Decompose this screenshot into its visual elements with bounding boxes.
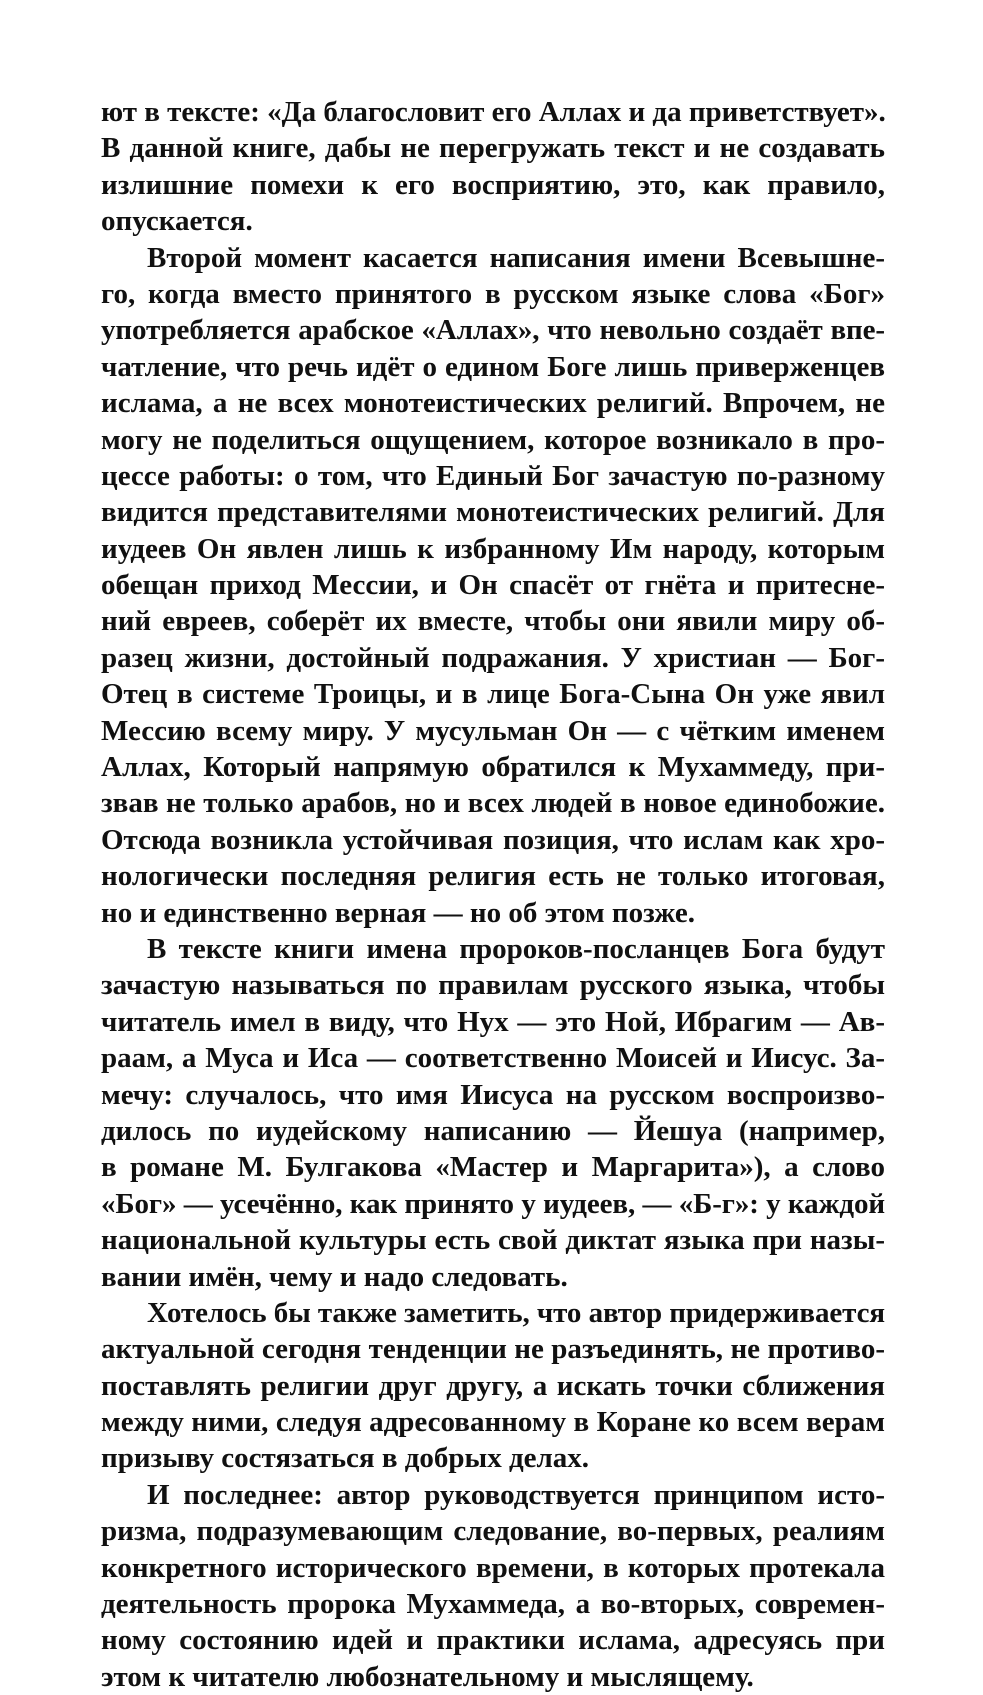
text-line: читатель имел в виду, что Нух — это Ной, Ибрагим — Ав- [101,1005,885,1038]
text-line: опускается. [101,205,253,238]
text-line: в романе М. Булгакова «Мастер и Маргарита»), а слово [101,1151,885,1184]
text-line: Мессию всему миру. У мусульман Он — с чётким именем [101,714,885,747]
text-line: этом к читателю любознательному и мыслящему. [101,1660,754,1693]
text-line: ют в тексте: «Да благословит его Аллах и да приветствует». [101,96,886,128]
paragraph-2 [101,240,885,931]
text-line: ний евреев, соберёт их вместе, чтобы они явили миру об- [101,605,885,638]
text-line: В тексте книги имена пророков-посланцев Бога будут [147,932,885,965]
paragraph-3 [101,931,885,1295]
text-line: звав не только арабов, но и всех людей в новое единобожие. [101,787,885,820]
text-line: Второй момент касается написания имени Всевышне- [147,241,885,274]
text-line: цессе работы: о том, что Единый Бог зачастую по-разному [101,459,885,492]
text-line: употребляется арабское «Аллах», что невольно создаёт впе- [101,314,885,347]
text-line: актуальной сегодня тенденции не разъединять, не противо- [101,1333,885,1366]
text-line: видится представителями монотеистических религий. Для [101,496,885,529]
text-line: конкретного исторического времени, в которых протекала [101,1551,885,1584]
text-line: В данной книге, дабы не перегружать текст и не создавать [101,132,885,165]
text-line: поставлять религии друг другу, а искать точки сближения [101,1369,885,1402]
text-line: излишние помехи к его восприятию, это, как правило, [101,168,885,201]
body-text [101,94,885,1695]
text-line: могу не поделиться ощущением, которое возникало в про- [101,423,885,456]
text-line: между ними, следуя адресованному в Коране ко всем верам [101,1406,885,1439]
text-line: Отец в системе Троицы, и в лице Бога-Сына Он уже явил [101,678,885,711]
text-line: нологически последняя религия есть не только итоговая, [101,860,885,893]
text-line: «Бог» — усечённо, как принято у иудеев, — «Б-г»: у каждой [101,1187,885,1220]
text-line: Аллах, Который напрямую обратился к Мухаммеду, при- [101,751,885,784]
text-line: деятельность пророка Мухаммеда, а во-вторых, современ- [101,1588,885,1621]
text-line: обещан приход Мессии, и Он спасёт от гнёта и притесне- [101,569,885,602]
text-line: национальной культуры есть свой диктат языка при назы- [101,1224,885,1257]
paragraph-4 [101,1295,885,1477]
paragraph-1 [101,94,885,240]
text-line: зачастую называться по правилам русского языка, чтобы [101,969,885,1002]
text-line: ризма, подразумевающим следование, во-первых, реалиям [101,1515,885,1548]
text-line: Хотелось бы также заметить, что автор придерживается [147,1296,885,1329]
text-line: го, когда вместо принятого в русском языке слова «Бог» [101,277,885,310]
text-line: чатление, что речь идёт о едином Боге лишь приверженцев [101,350,885,383]
paragraph-5 [101,1477,885,1695]
text-line: разец жизни, достойный подражания. У христиан — Бог- [101,641,885,674]
text-line: но и единственно верная — но об этом позже. [101,896,696,929]
text-line: призыву состязаться в добрых делах. [101,1442,590,1475]
text-line: иудеев Он явлен лишь к избранному Им народу, которым [101,532,885,565]
text-line: вании имён, чему и надо следовать. [101,1260,568,1293]
text-line: И последнее: автор руководствуется принципом исто- [147,1478,885,1511]
text-line: раам, а Муса и Иса — соответственно Моисей и Иисус. За- [101,1042,885,1075]
text-line: ному состоянию идей и практики ислама, адресуясь при [101,1624,885,1657]
text-line: Отсюда возникла устойчивая позиция, что ислам как хро- [101,823,885,856]
text-line: дилось по иудейскому написанию — Йешуа (например, [101,1114,885,1147]
text-line: мечу: случалось, что имя Иисуса на русском воспроизво- [101,1078,885,1111]
text-line: ислама, а не всех монотеистических религий. Впрочем, не [101,387,885,420]
